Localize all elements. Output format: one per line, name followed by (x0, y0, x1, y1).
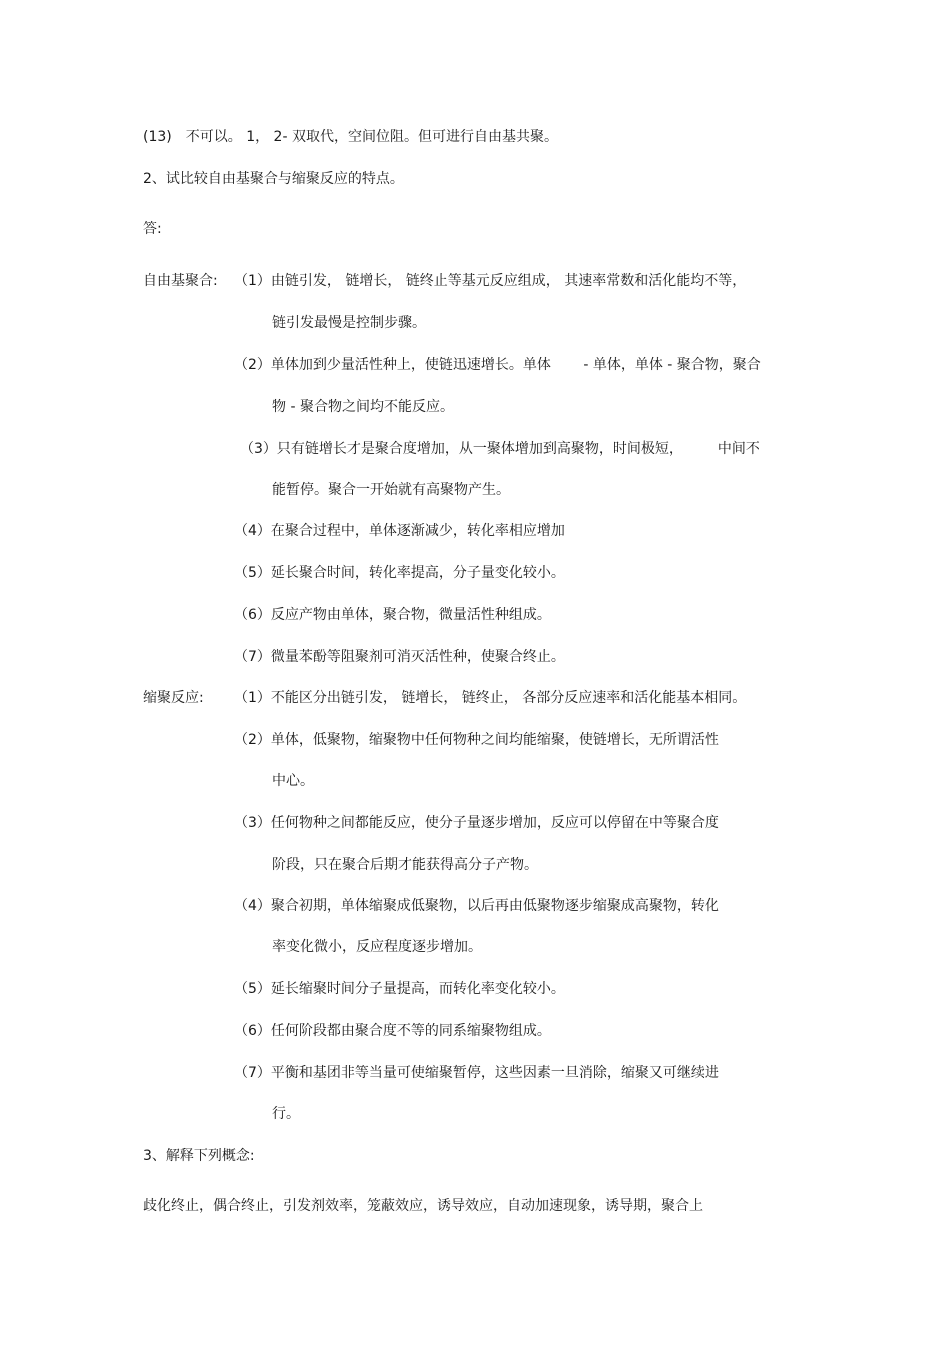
condensation-point-3-cont: 阶段，只在聚合后期才能获得高分子产物。 (272, 857, 538, 873)
condensation-point-7-cont: 行。 (272, 1106, 300, 1122)
condensation-point-2: （2）单体，低聚物，缩聚物中任何物种之间均能缩聚，使链增长，无所谓活性 (234, 732, 719, 748)
radical-point-6: （6）反应产物由单体，聚合物，微量活性种组成。 (234, 607, 551, 623)
condensation-point-1: （1）不能区分出链引发， 链增长， 链终止， 各部分反应速率和活化能基本相同。 (234, 690, 747, 706)
radical-point-1-cont: 链引发最慢是控制步骤。 (272, 315, 426, 331)
condensation-point-7: （7）平衡和基团非等当量可使缩聚暂停，这些因素一旦消除，缩聚又可继续进 (234, 1065, 719, 1081)
answer-label: 答: (143, 221, 162, 237)
condensation-label: 缩聚反应: (143, 690, 204, 706)
radical-point-7: （7）微量苯酚等阻聚剂可消灭活性种，使聚合终止。 (234, 649, 565, 665)
q3-heading: 3、解释下列概念: (143, 1148, 255, 1164)
q2-heading: 2、试比较自由基聚合与缩聚反应的特点。 (143, 171, 404, 187)
radical-label: 自由基聚合: (143, 273, 218, 289)
q3-terms: 歧化终止，偶合终止，引发剂效率，笼蔽效应，诱导效应，自动加速现象，诱导期，聚合上 (143, 1198, 703, 1214)
condensation-point-6: （6）任何阶段都由聚合度不等的同系缩聚物组成。 (234, 1023, 551, 1039)
condensation-point-4-cont: 率变化微小，反应程度逐步增加。 (272, 939, 482, 955)
condensation-point-2-cont: 中心。 (272, 773, 314, 789)
q13-line: (13) 不可以。 1， 2- 双取代，空间位阻。但可进行自由基共聚。 (143, 129, 558, 145)
condensation-point-4: （4）聚合初期，单体缩聚成低聚物，以后再由低聚物逐步缩聚成高聚物，转化 (234, 898, 719, 914)
radical-point-2: （2）单体加到少量活性种上，使链迅速增长。单体 - 单体，单体 - 聚合物，聚合 (234, 357, 761, 373)
radical-point-2-cont: 物 - 聚合物之间均不能反应。 (272, 399, 454, 415)
condensation-point-5: （5）延长缩聚时间分子量提高，而转化率变化较小。 (234, 981, 565, 997)
radical-point-1: （1）由链引发， 链增长， 链终止等基元反应组成， 其速率常数和活化能均不等， (234, 273, 747, 289)
radical-point-4: （4）在聚合过程中，单体逐渐减少，转化率相应增加 (234, 523, 565, 539)
radical-point-5: （5）延长聚合时间，转化率提高，分子量变化较小。 (234, 565, 565, 581)
condensation-point-3: （3）任何物种之间都能反应，使分子量逐步增加，反应可以停留在中等聚合度 (234, 815, 719, 831)
radical-point-3-cont: 能暂停。聚合一开始就有高聚物产生。 (272, 482, 510, 498)
radical-point-3: （3）只有链增长才是聚合度增加，从一聚体增加到高聚物，时间极短， 中间不 (240, 441, 760, 457)
